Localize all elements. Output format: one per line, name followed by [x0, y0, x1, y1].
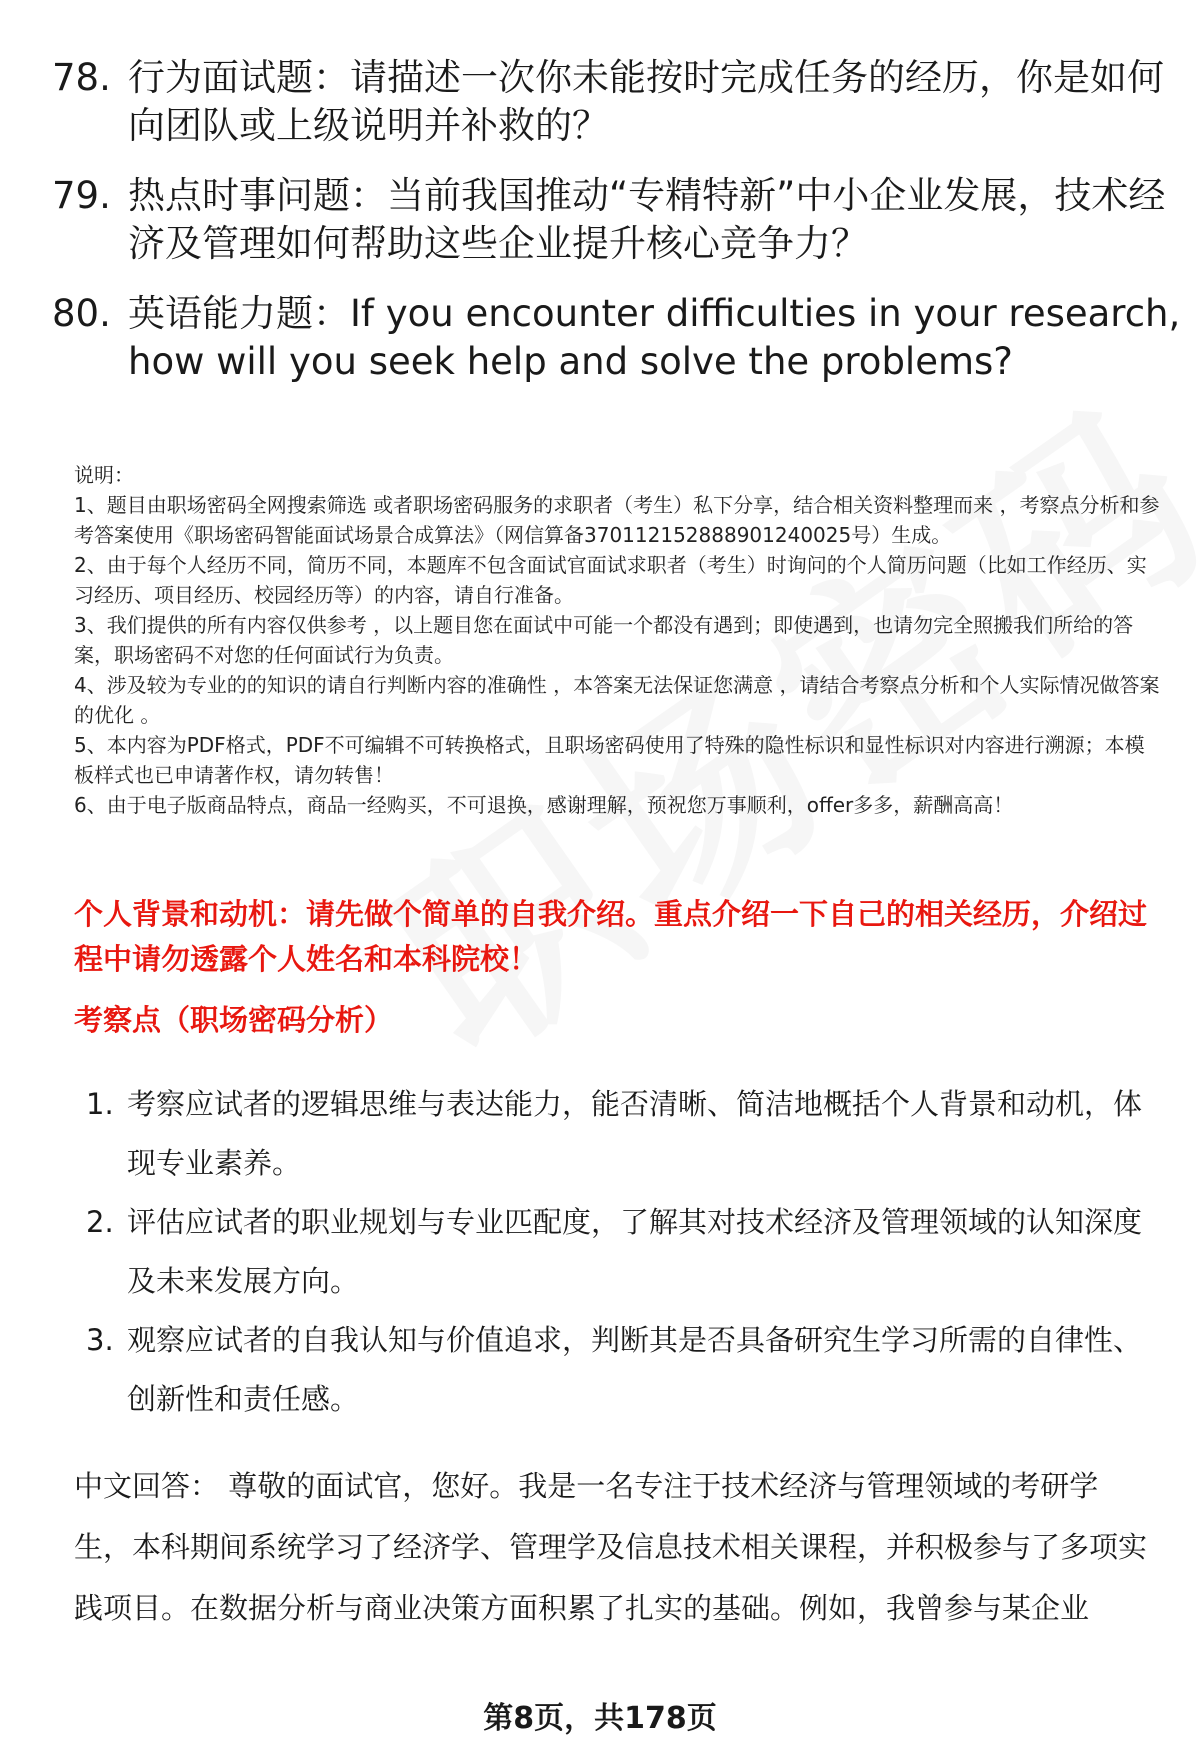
note-item: 3、我们提供的所有内容仅供参考 ，以上题目您在面试中可能一个都没有遇到；即使遇到，也请勿完全照搬我们所给的答案，职场密码不对您的任何面试行为负责。: [74, 613, 1134, 667]
point-number: 3.: [86, 1323, 114, 1357]
note-item: 5、本内容为PDF格式，PDF不可编辑不可转换格式，且职场密码使用了特殊的隐性标识和显性标识对内容进行溯源；本模板样式也已申请著作权，请勿转售！: [74, 733, 1145, 787]
page-footer: 第8页，共178页: [483, 1701, 717, 1736]
question-number: 78.: [52, 56, 111, 99]
analysis-point: [74, 1075, 1154, 1193]
point-text: 考察应试者的逻辑思维与表达能力，能否清晰、简洁地概括个人背景和动机，体现专业素养。: [127, 1087, 1143, 1180]
note-item: 1、题目由职场密码全网搜索筛选 或者职场密码服务的求职者（考生）私下分享，结合相关资料整理而来 ，考察点分析和参考答案使用《职场密码智能面试场景合成算法》（网信算备370112152888901240025号）生成。: [74, 493, 1160, 547]
analysis-point: [74, 1311, 1154, 1429]
point-text: 评估应试者的职业规划与专业匹配度，了解其对技术经济及管理领域的认知深度及未来发展方向。: [127, 1205, 1143, 1298]
analysis-list: [74, 1075, 1154, 1429]
notes-heading: 说明：: [74, 463, 134, 487]
point-number: 2.: [86, 1205, 114, 1239]
highlighted-question: 个人背景和动机：请先做个简单的自我介绍。重点介绍一下自己的相关经历，介绍过程中请勿透露个人姓名和本科院校！: [74, 897, 1148, 976]
notes-section: [74, 460, 1164, 820]
point-text: 观察应试者的自我认知与价值追求，判断其是否具备研究生学习所需的自律性、创新性和责任感。: [127, 1323, 1143, 1416]
point-number: 1.: [86, 1087, 114, 1121]
question-text: 热点时事问题：当前我国推动“专精特新”中小企业发展，技术经济及管理如何帮助这些企业提升核心竞争力？: [128, 174, 1166, 265]
analysis-point: [74, 1193, 1154, 1311]
note-item: 6、由于电子版商品特点，商品一经购买，不可退换，感谢理解，预祝您万事顺利，offer多多，薪酬高高！: [74, 793, 1014, 817]
analysis-heading: 考察点（职场密码分析）: [74, 1003, 394, 1037]
question-text: 英语能力题：If you encounter difficulties in your research, how will you seek help and solve the problems?: [128, 292, 1181, 383]
note-item: 2、由于每个人经历不同，简历不同，本题库不包含面试官面试求职者（考生）时询问的个人简历问题（比如工作经历、实习经历、项目经历、校园经历等）的内容，请自行准备。: [74, 553, 1147, 607]
question-text: 行为面试题：请描述一次你未能按时完成任务的经历，你是如何向团队或上级说明并补救的？: [128, 56, 1164, 147]
chinese-answer: 中文回答： 尊敬的面试官，您好。我是一名专注于技术经济与管理领域的考研学生，本科期间系统学习了经济学、管理学及信息技术相关课程，并积极参与了多项实践项目。在数据分析与商业决策方面积累了扎实的基础。例如，我曾参与某企业: [74, 1469, 1148, 1625]
question-number: 80.: [52, 292, 111, 335]
note-item: 4、涉及较为专业的的知识的请自行判断内容的准确性 ，本答案无法保证您满意 ，请结合考察点分析和个人实际情况做答案的优化 。: [74, 673, 1160, 727]
question-number: 79.: [52, 174, 111, 217]
